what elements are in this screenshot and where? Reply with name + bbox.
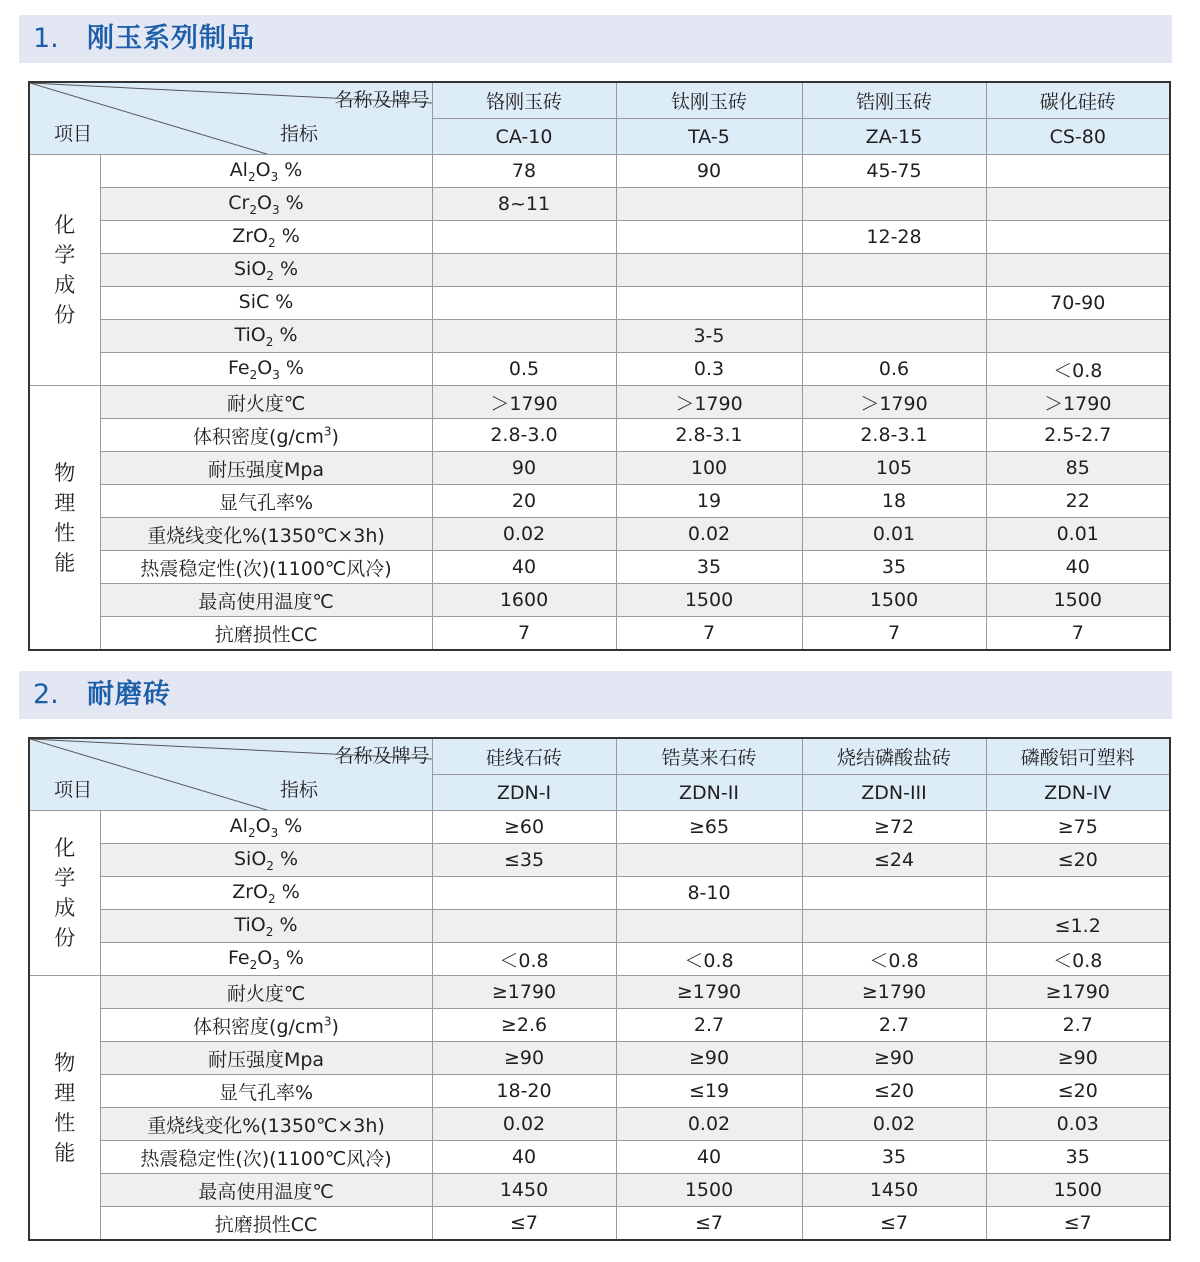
- section1-spec-table: [28, 81, 1171, 651]
- table-row: [29, 844, 1170, 877]
- table-cell: [616, 188, 802, 221]
- table-cell: 0.3: [616, 353, 802, 386]
- table-row: [29, 910, 1170, 943]
- table-cell: 40: [432, 551, 616, 584]
- table-cell: [986, 188, 1170, 221]
- table-cell: ≤7: [616, 1207, 802, 1241]
- table-cell: [432, 910, 616, 943]
- product-name: 锆莫来石砖: [616, 738, 802, 775]
- table-cell: 8-10: [616, 877, 802, 910]
- property-label: 耐火度℃: [100, 976, 432, 1009]
- table-cell: 45-75: [802, 155, 986, 188]
- property-label: TiO$_2$ %: [100, 910, 432, 943]
- table-row: [29, 1042, 1170, 1075]
- table-cell: [986, 320, 1170, 353]
- table-cell: 1500: [616, 1174, 802, 1207]
- product-code: CA-10: [432, 119, 616, 155]
- product-code: ZDN-I: [432, 775, 616, 811]
- table-cell: 90: [616, 155, 802, 188]
- table-cell: 0.03: [986, 1108, 1170, 1141]
- table-cell: 105: [802, 452, 986, 485]
- table-cell: ≥90: [432, 1042, 616, 1075]
- table-row: [29, 452, 1170, 485]
- table-cell: ＞1790: [986, 386, 1170, 419]
- table-cell: 0.02: [432, 1108, 616, 1141]
- table-cell: 2.5-2.7: [986, 419, 1170, 452]
- property-label: $Al_2O_3$ %: [100, 155, 432, 188]
- table-row: [29, 518, 1170, 551]
- property-label: 耐压强度Mpa: [100, 1042, 432, 1075]
- table-cell: 0.6: [802, 353, 986, 386]
- table-cell: [986, 221, 1170, 254]
- property-label: 耐压强度Mpa: [100, 452, 432, 485]
- table-cell: ≤24: [802, 844, 986, 877]
- section2-title: 耐磨砖: [87, 679, 171, 710]
- table-row: [29, 155, 1170, 188]
- property-label: 抗磨损性CC: [100, 617, 432, 651]
- table-cell: 1600: [432, 584, 616, 617]
- product-name: 钛刚玉砖: [616, 82, 802, 119]
- table-cell: ≤35: [432, 844, 616, 877]
- table-cell: ＜0.8: [616, 943, 802, 976]
- property-label: ZrO$_2$ %: [100, 877, 432, 910]
- table-cell: 1450: [432, 1174, 616, 1207]
- table-cell: 90: [432, 452, 616, 485]
- table-row: [29, 943, 1170, 976]
- property-label: SiO$_2$ %: [100, 844, 432, 877]
- table-cell: 8~11: [432, 188, 616, 221]
- property-label: SiC %: [100, 287, 432, 320]
- table-row: [29, 811, 1170, 844]
- table-cell: [802, 320, 986, 353]
- table-cell: ＞1790: [432, 386, 616, 419]
- table-cell: 70-90: [986, 287, 1170, 320]
- property-label: SiO$_2$ %: [100, 254, 432, 287]
- corner-index-label: 指标: [280, 779, 319, 801]
- table-cell: 35: [802, 551, 986, 584]
- table-cell: 1500: [986, 584, 1170, 617]
- table-cell: 20: [432, 485, 616, 518]
- corner-item-label: 项目: [54, 779, 93, 801]
- property-label: 抗磨损性CC: [100, 1207, 432, 1241]
- table-cell: 0.02: [802, 1108, 986, 1141]
- table-cell: 0.02: [616, 518, 802, 551]
- table-cell: ≤20: [986, 1075, 1170, 1108]
- product-code: ZDN-IV: [986, 775, 1170, 811]
- property-label: 体积密度$(g/cm^3)$: [100, 419, 432, 452]
- product-code: CS-80: [986, 119, 1170, 155]
- table-row: [29, 287, 1170, 320]
- table-row: [29, 386, 1170, 419]
- table-row: [29, 877, 1170, 910]
- section2-header: [19, 671, 1172, 719]
- table-cell: 12-28: [802, 221, 986, 254]
- table-cell: 2.7: [616, 1009, 802, 1042]
- table-cell: [802, 254, 986, 287]
- product-code: TA-5: [616, 119, 802, 155]
- table-row: [29, 320, 1170, 353]
- property-label: 重烧线变化%(1350℃×3h): [100, 1108, 432, 1141]
- table-row: [29, 254, 1170, 287]
- table-cell: 1500: [986, 1174, 1170, 1207]
- table-row: [29, 221, 1170, 254]
- section1-header: [19, 15, 1172, 63]
- table-cell: ＜0.8: [986, 943, 1170, 976]
- product-name: 碳化硅砖: [986, 82, 1170, 119]
- section2-number: 2.: [33, 679, 59, 710]
- chem-group-label: 化 学 成 份: [29, 155, 100, 386]
- property-label: ZrO$_2$ %: [100, 221, 432, 254]
- property-label: 最高使用温度℃: [100, 584, 432, 617]
- table-cell: ≤20: [802, 1075, 986, 1108]
- table-cell: 0.5: [432, 353, 616, 386]
- table-row: [29, 584, 1170, 617]
- table-cell: 18-20: [432, 1075, 616, 1108]
- table-cell: ＜0.8: [432, 943, 616, 976]
- table-cell: 7: [616, 617, 802, 651]
- table-cell: ≥90: [616, 1042, 802, 1075]
- table-cell: 100: [616, 452, 802, 485]
- product-code: ZDN-II: [616, 775, 802, 811]
- property-label: 热震稳定性(次)(1100℃风冷): [100, 551, 432, 584]
- property-label: 热震稳定性(次)(1100℃风冷): [100, 1141, 432, 1174]
- table-cell: ≥90: [802, 1042, 986, 1075]
- product-code: ZA-15: [802, 119, 986, 155]
- section1-number: 1.: [33, 23, 59, 54]
- corner-name-label: 名称及牌号: [334, 89, 430, 111]
- table-cell: 35: [802, 1141, 986, 1174]
- table-cell: 7: [432, 617, 616, 651]
- chem-group-label: 化 学 成 份: [29, 811, 100, 976]
- table-row: [29, 976, 1170, 1009]
- table-cell: ≥2.6: [432, 1009, 616, 1042]
- table-row: [29, 551, 1170, 584]
- table-row: [29, 617, 1170, 651]
- table-cell: [432, 877, 616, 910]
- table-cell: [616, 844, 802, 877]
- table-corner-cell: [29, 82, 432, 155]
- table-cell: [432, 221, 616, 254]
- table-cell: 1500: [802, 584, 986, 617]
- table-cell: 2.8-3.0: [432, 419, 616, 452]
- property-label: $Cr_2O_3$ %: [100, 188, 432, 221]
- property-label: $Fe_2O_3$ %: [100, 943, 432, 976]
- table-row: [29, 353, 1170, 386]
- property-label: 显气孔率%: [100, 1075, 432, 1108]
- phys-group-label: 物 理 性 能: [29, 976, 100, 1241]
- table-cell: ＞1790: [802, 386, 986, 419]
- product-name: 铬刚玉砖: [432, 82, 616, 119]
- table-row: [29, 1174, 1170, 1207]
- property-label: TiO$_2$ %: [100, 320, 432, 353]
- table-cell: 40: [986, 551, 1170, 584]
- table-cell: ≥1790: [432, 976, 616, 1009]
- product-name: 烧结磷酸盐砖: [802, 738, 986, 775]
- table-cell: 2.7: [802, 1009, 986, 1042]
- property-label: 最高使用温度℃: [100, 1174, 432, 1207]
- table-cell: [432, 287, 616, 320]
- table-cell: 2.8-3.1: [802, 419, 986, 452]
- table-cell: 78: [432, 155, 616, 188]
- table-cell: 0.01: [802, 518, 986, 551]
- product-code: ZDN-III: [802, 775, 986, 811]
- section2-spec-table: [28, 737, 1171, 1241]
- property-label: $Fe_2O_3$ %: [100, 353, 432, 386]
- product-name: 磷酸铝可塑料: [986, 738, 1170, 775]
- table-cell: ≥60: [432, 811, 616, 844]
- product-name: 锆刚玉砖: [802, 82, 986, 119]
- table-cell: ≤19: [616, 1075, 802, 1108]
- property-label: 显气孔率%: [100, 485, 432, 518]
- table-cell: 1450: [802, 1174, 986, 1207]
- table-cell: 22: [986, 485, 1170, 518]
- table-row: [29, 188, 1170, 221]
- table-cell: 40: [616, 1141, 802, 1174]
- table-cell: 85: [986, 452, 1170, 485]
- table-cell: ＜0.8: [802, 943, 986, 976]
- table-cell: [986, 254, 1170, 287]
- property-label: $Al_2O_3$ %: [100, 811, 432, 844]
- table-cell: ≥72: [802, 811, 986, 844]
- table-row: [29, 1141, 1170, 1174]
- table-cell: ≥90: [986, 1042, 1170, 1075]
- table-cell: 0.01: [986, 518, 1170, 551]
- table-cell: ≤1.2: [986, 910, 1170, 943]
- table-cell: ≥1790: [616, 976, 802, 1009]
- table-cell: 2.7: [986, 1009, 1170, 1042]
- table-cell: 0.02: [616, 1108, 802, 1141]
- table-row: [29, 1108, 1170, 1141]
- table-cell: 7: [986, 617, 1170, 651]
- property-label: 耐火度℃: [100, 386, 432, 419]
- table-cell: [432, 320, 616, 353]
- table-cell: ＜0.8: [986, 353, 1170, 386]
- table-cell: ≤20: [986, 844, 1170, 877]
- table-cell: ≤7: [432, 1207, 616, 1241]
- corner-item-label: 项目: [54, 123, 93, 145]
- table-corner-cell: [29, 738, 432, 811]
- property-label: 体积密度$(g/cm^3)$: [100, 1009, 432, 1042]
- table-cell: [432, 254, 616, 287]
- table-cell: 7: [802, 617, 986, 651]
- table-cell: [802, 877, 986, 910]
- table-cell: 0.02: [432, 518, 616, 551]
- table-cell: [616, 287, 802, 320]
- table-cell: ≥75: [986, 811, 1170, 844]
- table-row: [29, 485, 1170, 518]
- table-row: [29, 1075, 1170, 1108]
- product-name: 硅线石砖: [432, 738, 616, 775]
- table-cell: [802, 910, 986, 943]
- corner-name-label: 名称及牌号: [334, 745, 430, 767]
- table-cell: [616, 221, 802, 254]
- table-cell: ＞1790: [616, 386, 802, 419]
- table-cell: [802, 188, 986, 221]
- property-label: 重烧线变化%(1350℃×3h): [100, 518, 432, 551]
- table-cell: ≥65: [616, 811, 802, 844]
- table-cell: [986, 155, 1170, 188]
- table-cell: ≥1790: [802, 976, 986, 1009]
- table-cell: ≥1790: [986, 976, 1170, 1009]
- table-cell: [616, 910, 802, 943]
- table-row: [29, 419, 1170, 452]
- table-cell: 19: [616, 485, 802, 518]
- table-cell: 35: [616, 551, 802, 584]
- table-cell: [616, 254, 802, 287]
- table-cell: 2.8-3.1: [616, 419, 802, 452]
- table-cell: ≤7: [986, 1207, 1170, 1241]
- table-cell: 1500: [616, 584, 802, 617]
- table-cell: 35: [986, 1141, 1170, 1174]
- section1-title: 刚玉系列制品: [87, 23, 255, 54]
- table-row: [29, 1009, 1170, 1042]
- table-cell: ≤7: [802, 1207, 986, 1241]
- table-cell: [802, 287, 986, 320]
- table-cell: 18: [802, 485, 986, 518]
- table-row: [29, 1207, 1170, 1241]
- phys-group-label: 物 理 性 能: [29, 386, 100, 651]
- table-cell: 40: [432, 1141, 616, 1174]
- table-cell: [986, 877, 1170, 910]
- table-cell: 3-5: [616, 320, 802, 353]
- corner-index-label: 指标: [280, 123, 319, 145]
